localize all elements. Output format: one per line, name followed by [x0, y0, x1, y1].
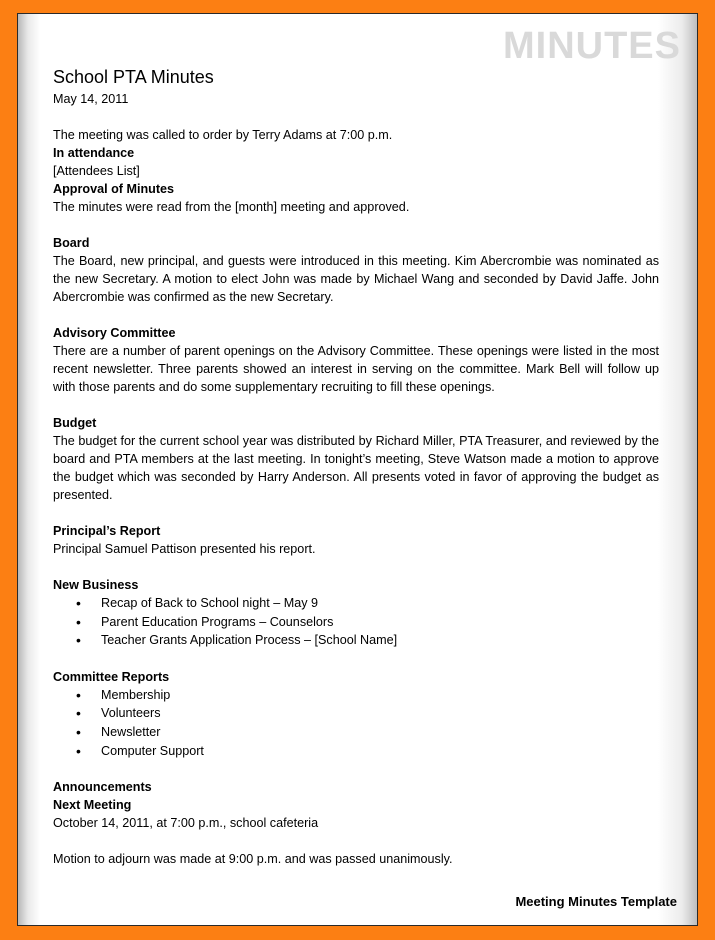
- new-business-heading: New Business: [53, 578, 139, 592]
- principal-heading: Principal’s Report: [53, 524, 161, 538]
- next-meeting-text: October 14, 2011, at 7:00 p.m., school cafeteria: [53, 816, 319, 831]
- list-item: • Volunteers: [53, 704, 659, 723]
- list-item: • Parent Education Programs – Counselors: [53, 613, 659, 632]
- document-title: School PTA Minutes: [53, 67, 214, 87]
- committee-reports-heading: Committee Reports: [53, 669, 170, 684]
- next-meeting-heading: Next Meeting: [53, 798, 132, 813]
- advisory-text: There are a number of parent openings on the Advisory Committee. These openings were listed in the most recent newsletter. Three parents showed an interest in serving on the committee. Mark Bell will follow up with those parents and do some supplementary recruiting to fill these openings.: [53, 344, 659, 394]
- principal-text: Principal Samuel Pattison presented his report.: [53, 542, 316, 556]
- budget-text: The budget for the current school year was distributed by Richard Miller, PTA Treasurer, and reviewed by the board and PTA members at the last meeting. In tonight’s meeting, Steve Watson made a motion to approve the budget which was seconded by Harry Anderson. All presents voted in favor of approving the budget as presented.: [53, 434, 659, 502]
- approval-heading: Approval of Minutes: [53, 182, 175, 196]
- footer-label: Meeting Minutes Template: [515, 894, 677, 909]
- budget-heading: Budget: [53, 416, 97, 430]
- watermark: MINUTES: [503, 25, 681, 67]
- approval-text: The minutes were read from the [month] meeting and approved.: [53, 200, 410, 214]
- board-text: The Board, new principal, and guests were introduced in this meeting. Kim Abercrombie was nominated as the new Secretary. A motion to elect John was made by Michael Wang and seconded by David Jaffe. John Abercrombie was confirmed as the new Secretary.: [53, 254, 659, 304]
- committee-reports-list: [53, 686, 659, 760]
- list-item: • Newsletter: [53, 723, 659, 742]
- attendance-heading: In attendance: [53, 146, 135, 160]
- document-page: [18, 14, 697, 925]
- list-item: • Membership: [53, 686, 659, 705]
- new-business-list: [53, 594, 659, 650]
- document-content: [53, 66, 659, 868]
- attendance-text: [Attendees List]: [53, 164, 140, 178]
- list-item: • Computer Support: [53, 742, 659, 761]
- opening-text: The meeting was called to order by Terry Adams at 7:00 p.m.: [53, 128, 393, 142]
- adjourn-text: Motion to adjourn was made at 9:00 p.m. and was passed unanimously.: [53, 852, 453, 867]
- board-heading: Board: [53, 236, 90, 250]
- list-item: • Teacher Grants Application Process – [School Name]: [53, 631, 659, 650]
- list-item: • Recap of Back to School night – May 9: [53, 594, 659, 613]
- document-date: May 14, 2011: [53, 92, 129, 106]
- announcements-heading: Announcements: [53, 780, 152, 795]
- advisory-heading: Advisory Committee: [53, 326, 176, 340]
